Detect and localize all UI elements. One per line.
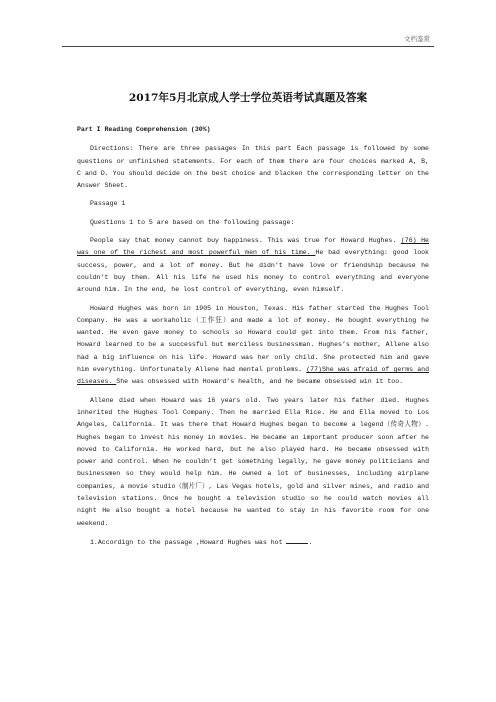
question-1: 1.Accordign to the passage ,Howard Hughes was hot . [77,536,429,549]
passage-label: Passage 1 [90,200,126,208]
p2-underlined-sentence-77: (77)She was afraid of germs and diseases. [77,366,429,386]
p1-text-a: People say that money cannot buy happiness. This was true for Howard Hughes. [90,237,401,245]
p2-text-b: She was obsessed with Howard’s health, and he became obsessed win it too. [116,378,404,386]
passage-paragraph-3: Allene died when Howard was 16 years old. Two years later his father died. Hughes inherited the Hughes Tool Company. Then he married Ella Rice. He and Ella moved to Los Angeles, California. It was there that Howard Hughes began to become a legend（传奇人物）. Hughes began to invest his money in movies. He became an important producer soon after he moved to California. He worked hard, but he also played hard. He became obsessed with power and control. When he couldn’t get something legally, he gave money politicians and businessmen so they would help him. He owned a lot of businesses, including airplane companies, a movie studio（制片厂）, Las Vegas hotels, gold and silver mines, and radio and television stations. Once he bought a television studio so he could watch movies all night He also bought a hotel because he wanted to stay in his favorite room for one weekend. [77,396,429,527]
p1-text-b: He bad everything: good look success, power, and a lot of money. But he didn’t have love or friendship because he couldn’t buy them. All his life he used his money to control everything and everyone around him. In the end, he lost control of everything, even himself. [77,249,429,294]
answer-blank [286,536,308,544]
question-1-text: 1.Accordign to the passage ,Howard Hughes was hot [90,538,287,546]
passage-paragraph-1 [77,235,429,296]
header-label: 文档鉴赏 [404,35,430,43]
header-divider [62,46,434,47]
directions-paragraph: Directions: There are three passages In this part Each passage is followed by some questions or unfinished statements. For each of them there are four choices marked A, B, C and D. You should decide on the best choice and blacken the corresponding letter on the Answer Sheet. [77,145,429,190]
p2-text-a: Howard Hughes was born in 1905 in Houston, Texas. His father started the Hughes Tool Company. He was a workaholic（工作狂）and made a lot of money. He bought everything he wanted. He even gave money to schools so Howard could get into them. From his father, Howard learned to be a successful but merciless businessman. Hughes’s mother, Allene also had a big influence on his life. Howard was her only child. She protected him and gave him everything. Unfortunately Allene had mental problems. [77,304,429,374]
section-heading: Part I Reading Comprehension (30%) [77,126,211,133]
p1-underlined-sentence-76: (76) He was one of the richest and most powerful men of his time. [77,237,429,257]
document-body [77,124,429,555]
passage-paragraph-2 [77,303,429,389]
questions-intro: Questions 1 to 5 are based on the following passage: [90,218,295,226]
document-title: 2017年5月北京成人学士学位英语考试真题及答案 [128,92,368,104]
